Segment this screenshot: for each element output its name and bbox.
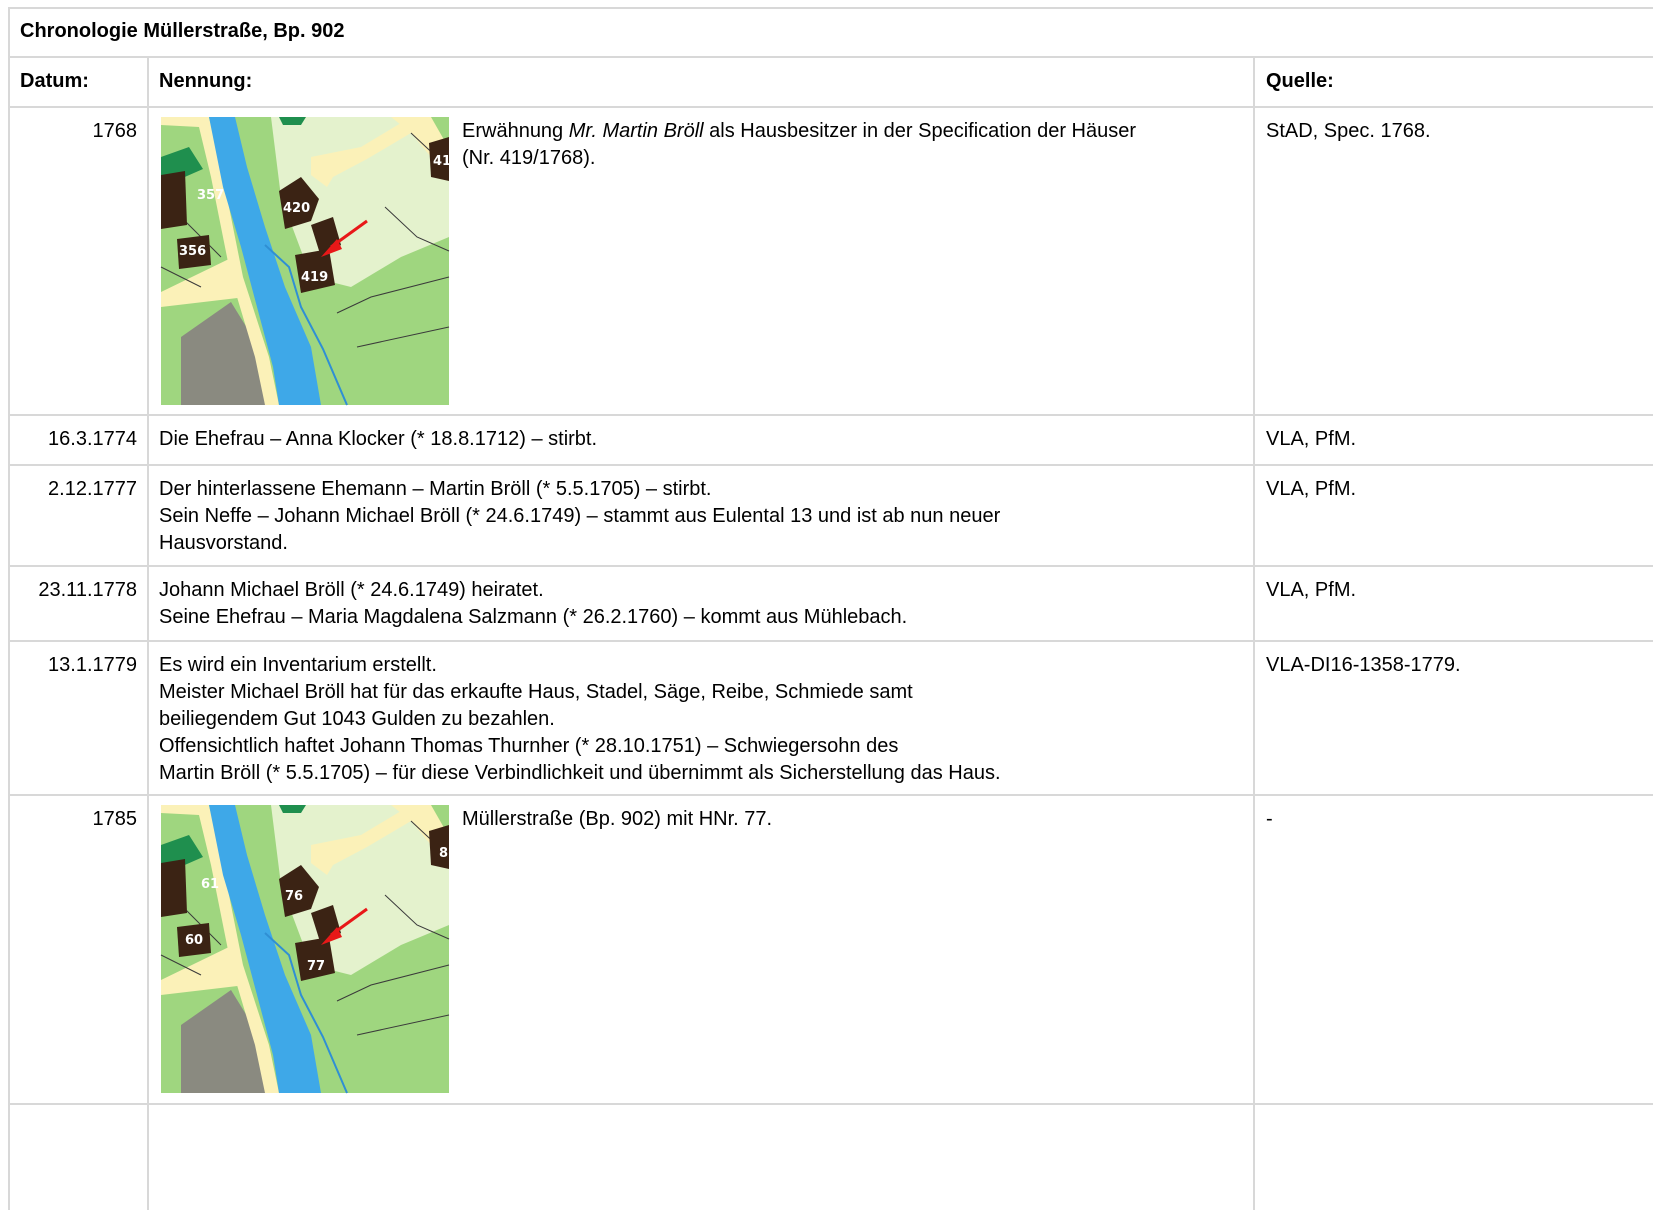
mention-line: Martin Bröll (* 5.5.1705) – für diese Verbindlichkeit und übernimmt als Sicherstellung das Haus.	[159, 762, 1001, 784]
date-cell: 23.11.1778	[38, 579, 137, 601]
map-1768	[161, 117, 452, 405]
column-divider	[1253, 56, 1255, 1210]
mention-text: Erwähnung	[462, 120, 569, 142]
map-label: 61	[201, 877, 220, 892]
mention-line: Johann Michael Bröll (* 24.6.1749) heiratet.	[159, 579, 544, 601]
map-label: 41	[433, 154, 452, 169]
column-divider	[147, 56, 149, 1210]
mention-line: Seine Ehefrau – Maria Magdalena Salzmann (* 26.2.1760) – kommt aus Mühlebach.	[159, 606, 908, 628]
row-divider	[8, 464, 1653, 466]
table-border-left	[8, 7, 10, 1210]
mention-line	[462, 118, 1136, 145]
map-label: 76	[285, 889, 304, 904]
row-divider	[8, 565, 1653, 567]
row-divider	[8, 56, 1653, 58]
source-cell: VLA, PfM.	[1266, 478, 1357, 500]
cadastral-map-image	[161, 117, 452, 405]
mention-line: Müllerstraße (Bp. 902) mit HNr. 77.	[462, 808, 773, 830]
header-mention: Nennung:	[159, 70, 253, 92]
mention-line: Es wird ein Inventarium erstellt.	[159, 654, 437, 676]
source-cell: VLA, PfM.	[1266, 579, 1357, 601]
source-cell: StAD, Spec. 1768.	[1266, 120, 1431, 142]
mention-line: Die Ehefrau – Anna Klocker (* 18.8.1712) – stirbt.	[159, 428, 598, 450]
mention-line: Hausvorstand.	[159, 532, 288, 554]
table-border-top	[8, 7, 1653, 9]
header-source: Quelle:	[1266, 70, 1334, 92]
date-cell: 1785	[92, 808, 137, 830]
source-cell: VLA-DI16-1358-1779.	[1266, 654, 1461, 676]
date-cell: 1768	[92, 120, 137, 142]
mention-line: Offensichtlich haftet Johann Thomas Thurnher (* 28.10.1751) – Schwiegersohn des	[159, 735, 899, 757]
person-name: Mr. Martin Bröll	[568, 120, 704, 142]
source-cell: -	[1266, 808, 1273, 830]
date-cell: 16.3.1774	[48, 428, 137, 450]
row-divider	[8, 414, 1653, 416]
page-title: Chronologie Müllerstraße, Bp. 902	[20, 20, 345, 42]
date-cell: 13.1.1779	[48, 654, 137, 676]
row-divider	[8, 1103, 1653, 1105]
date-cell: 2.12.1777	[48, 478, 137, 500]
row-divider	[8, 794, 1653, 796]
mention-line: (Nr. 419/1768).	[462, 147, 596, 169]
source-cell: VLA, PfM.	[1266, 428, 1357, 450]
map-label: 420	[283, 201, 311, 216]
map-label: 8	[439, 846, 449, 861]
map-1785	[161, 805, 449, 1093]
mention-line: Meister Michael Bröll hat für das erkaufte Haus, Stadel, Säge, Reibe, Schmiede samt	[159, 681, 913, 703]
row-divider	[8, 106, 1653, 108]
mention-line: Der hinterlassene Ehemann – Martin Bröll (* 5.5.1705) – stirbt.	[159, 478, 712, 500]
mention-text: als Hausbesitzer in der Specification der Häuser	[703, 120, 1137, 142]
map-label: 60	[185, 933, 204, 948]
map-label: 77	[307, 959, 326, 974]
mention-line: beiliegendem Gut 1043 Gulden zu bezahlen.	[159, 708, 555, 730]
mention-line: Sein Neffe – Johann Michael Bröll (* 24.6.1749) – stammt aus Eulental 13 und ist ab nun neuer	[159, 505, 1001, 527]
map-label: 357	[197, 188, 225, 203]
header-date: Datum:	[20, 70, 89, 92]
map-label: 356	[179, 244, 207, 259]
cadastral-map-image	[161, 805, 449, 1093]
row-divider	[8, 640, 1653, 642]
map-label: 419	[301, 270, 329, 285]
